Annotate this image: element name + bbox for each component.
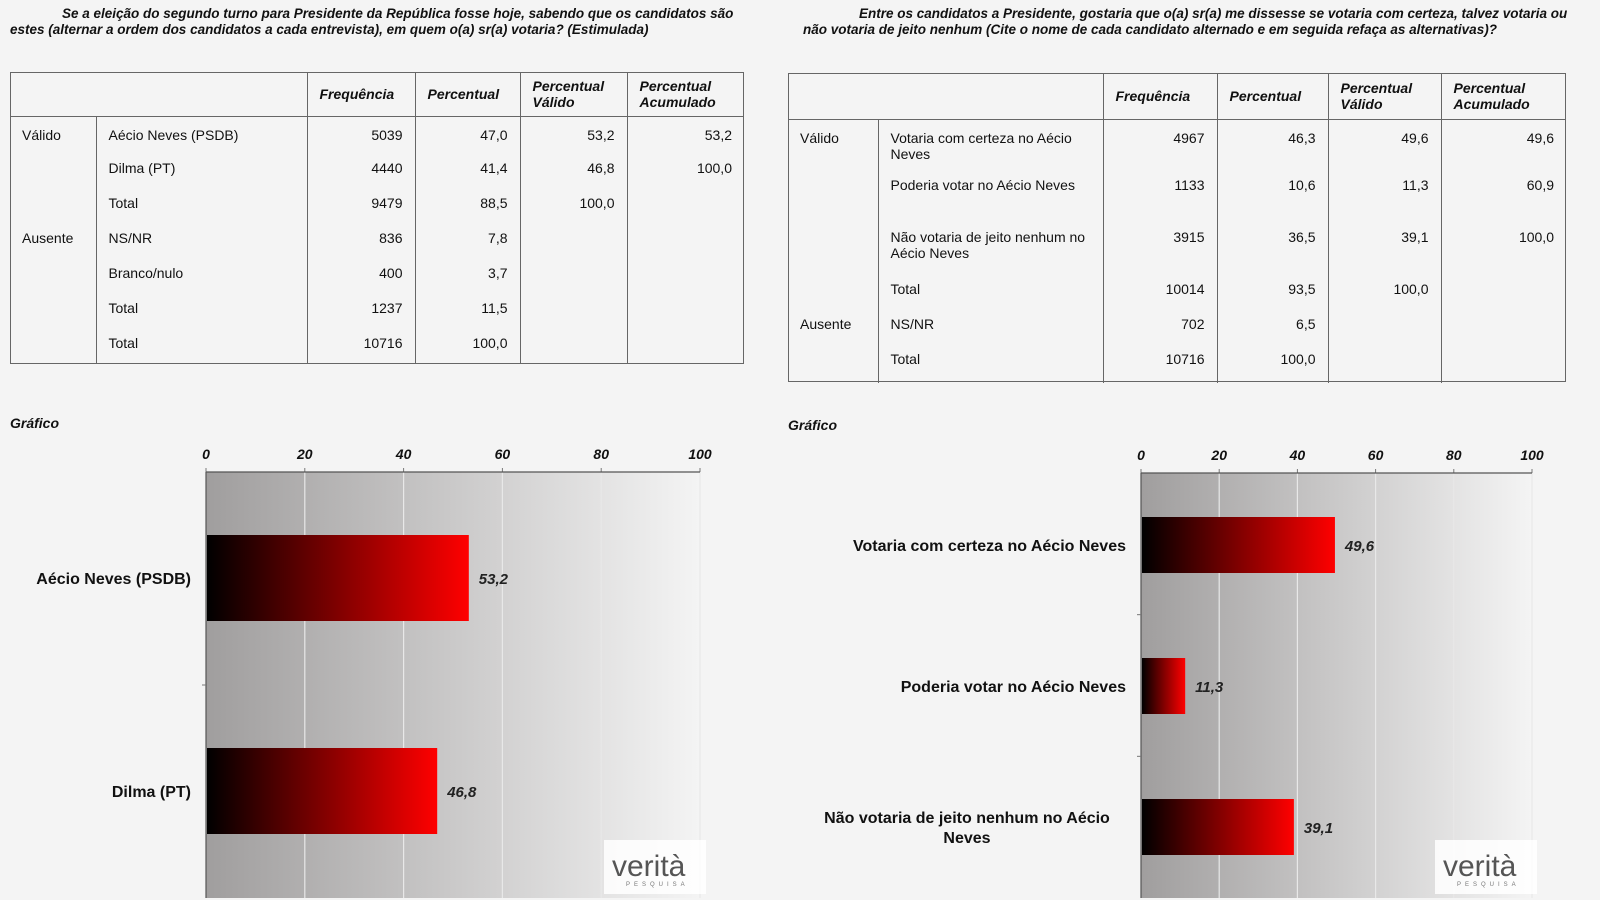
row-label: Total	[96, 189, 307, 224]
header-percentual-valido: Percentual Válido	[1328, 73, 1441, 119]
cell-frequencia: 4967	[1103, 119, 1217, 171]
cell-frequencia: 5039	[307, 116, 415, 154]
row-label: Não votaria de jeito nenhum no Aécio Neves	[878, 223, 1103, 275]
verita-logo	[604, 840, 706, 894]
row-group: Ausente	[800, 316, 852, 332]
bar	[1142, 799, 1294, 855]
row-group: Válido	[800, 129, 839, 146]
bar	[207, 535, 469, 621]
logo-subtext: PESQUISA	[1457, 882, 1520, 888]
header-frequencia: Frequência	[1103, 73, 1217, 119]
x-tick-label: 60	[494, 446, 511, 462]
cell-percentual-valido: 49,6	[1328, 119, 1441, 171]
row-label: Poderia votar no Aécio Neves	[878, 171, 1103, 223]
cell-frequencia: 10716	[307, 329, 415, 364]
category-label: Votaria com certeza no Aécio Neves	[853, 538, 1126, 555]
header-percentual-acumulado: Percentual Acumulado	[627, 72, 744, 116]
data-label: 11,3	[1195, 679, 1224, 696]
cell-percentual-acumulado: 60,9	[1441, 171, 1566, 223]
cell-frequencia: 10014	[1103, 275, 1217, 310]
x-tick-label: 0	[202, 446, 210, 462]
header-percentual-valido: Percentual Válido	[520, 72, 627, 116]
cell-percentual: 41,4	[415, 154, 520, 189]
right-panel	[788, 0, 1575, 900]
header-percentual: Percentual	[1217, 73, 1328, 119]
bar	[1142, 658, 1185, 714]
question-text: Entre os candidatos a Presidente, gostaria que o(a) sr(a) me dissesse se votaria com certeza, talvez votaria ou não votaria de jeito nenhum (Cite o nome de cada candidato alternado e em seguida refaça as alternativas)?	[803, 6, 1568, 37]
logo-subtext: PESQUISA	[626, 882, 689, 888]
row-label: Aécio Neves (PSDB)	[96, 116, 307, 154]
x-tick-label: 100	[688, 446, 712, 462]
row-label: Dilma (PT)	[96, 154, 307, 189]
cell-frequencia: 10716	[1103, 345, 1217, 383]
cell-percentual: 100,0	[1217, 345, 1328, 383]
data-label: 53,2	[478, 571, 509, 588]
category-label: Dilma (PT)	[111, 784, 191, 801]
category-label: Neves	[943, 830, 991, 847]
row-label: Branco/nulo	[96, 259, 307, 294]
verita-logo	[1435, 840, 1537, 894]
row-label: Votaria com certeza no Aécio Neves	[878, 119, 1103, 171]
x-tick-label: 80	[593, 446, 609, 462]
row-label: NS/NR	[96, 224, 307, 259]
cell-frequencia: 1237	[307, 294, 415, 329]
cell-frequencia: 4440	[307, 154, 415, 189]
row-group: Válido	[22, 126, 61, 143]
category-label: Não votaria de jeito nenhum no Aécio	[824, 810, 1110, 827]
cell-percentual: 88,5	[415, 189, 520, 224]
data-label: 39,1	[1303, 820, 1334, 837]
cell-percentual-valido: 100,0	[520, 189, 627, 224]
cell-percentual: 6,5	[1217, 310, 1328, 345]
row-label: NS/NR	[878, 310, 1103, 345]
data-label: 46,8	[447, 784, 477, 801]
row-label: Total	[96, 294, 307, 329]
cell-percentual-valido: 39,1	[1328, 223, 1441, 275]
cell-percentual: 100,0	[415, 329, 520, 364]
x-tick-label: 0	[1137, 447, 1145, 463]
bar	[1142, 517, 1335, 573]
cell-percentual: 7,8	[415, 224, 520, 259]
grafico-label: Gráfico	[10, 415, 60, 431]
cell-frequencia: 400	[307, 259, 415, 294]
cell-percentual: 46,3	[1217, 119, 1328, 171]
x-tick-label: 100	[1520, 447, 1544, 463]
cell-percentual-valido: 46,8	[520, 154, 627, 189]
bar-chart	[0, 0, 780, 900]
cell-percentual: 36,5	[1217, 223, 1328, 275]
category-label: Poderia votar no Aécio Neves	[900, 679, 1126, 696]
cell-frequencia: 702	[1103, 310, 1217, 345]
category-label: Aécio Neves (PSDB)	[36, 571, 191, 588]
data-label: 49,6	[1344, 538, 1375, 555]
cell-percentual: 10,6	[1217, 171, 1328, 223]
cell-frequencia: 1133	[1103, 171, 1217, 223]
cell-percentual-acumulado: 49,6	[1441, 119, 1566, 171]
cell-percentual-valido: 11,3	[1328, 171, 1441, 223]
cell-percentual-acumulado: 100,0	[627, 154, 744, 189]
x-tick-label: 40	[395, 446, 412, 462]
x-tick-label: 40	[1289, 447, 1306, 463]
row-label: Total	[96, 329, 307, 364]
cell-frequencia: 836	[307, 224, 415, 259]
cell-percentual: 3,7	[415, 259, 520, 294]
x-tick-label: 60	[1367, 447, 1384, 463]
bar	[207, 748, 437, 834]
cell-percentual-acumulado: 53,2	[627, 116, 744, 154]
header-percentual-acumulado: Percentual Acumulado	[1441, 73, 1566, 119]
logo-text: verità	[612, 850, 686, 883]
cell-percentual: 47,0	[415, 116, 520, 154]
row-group: Ausente	[22, 230, 74, 246]
logo-text: verità	[1443, 850, 1517, 883]
cell-percentual-acumulado: 100,0	[1441, 223, 1566, 275]
header-percentual: Percentual	[415, 72, 520, 116]
row-label: Total	[878, 275, 1103, 310]
cell-percentual: 11,5	[415, 294, 520, 329]
x-tick-label: 80	[1446, 447, 1462, 463]
bar-chart	[795, 0, 1575, 900]
grafico-label: Gráfico	[788, 417, 838, 433]
question-text: Se a eleição do segundo turno para Presidente da República fosse hoje, sabendo que os candidatos são estes (alternar a ordem dos candidatos a cada entrevista), em quem o(a) sr(a) votaria? (Estimulada)	[10, 6, 734, 37]
cell-percentual-valido: 53,2	[520, 116, 627, 154]
header-frequencia: Frequência	[307, 72, 415, 116]
x-tick-label: 20	[1211, 447, 1227, 463]
cell-frequencia: 9479	[307, 189, 415, 224]
cell-frequencia: 3915	[1103, 223, 1217, 275]
cell-percentual-valido: 100,0	[1328, 275, 1441, 310]
row-label: Total	[878, 345, 1103, 383]
cell-percentual: 93,5	[1217, 275, 1328, 310]
x-tick-label: 20	[297, 446, 313, 462]
left-panel	[0, 0, 780, 900]
